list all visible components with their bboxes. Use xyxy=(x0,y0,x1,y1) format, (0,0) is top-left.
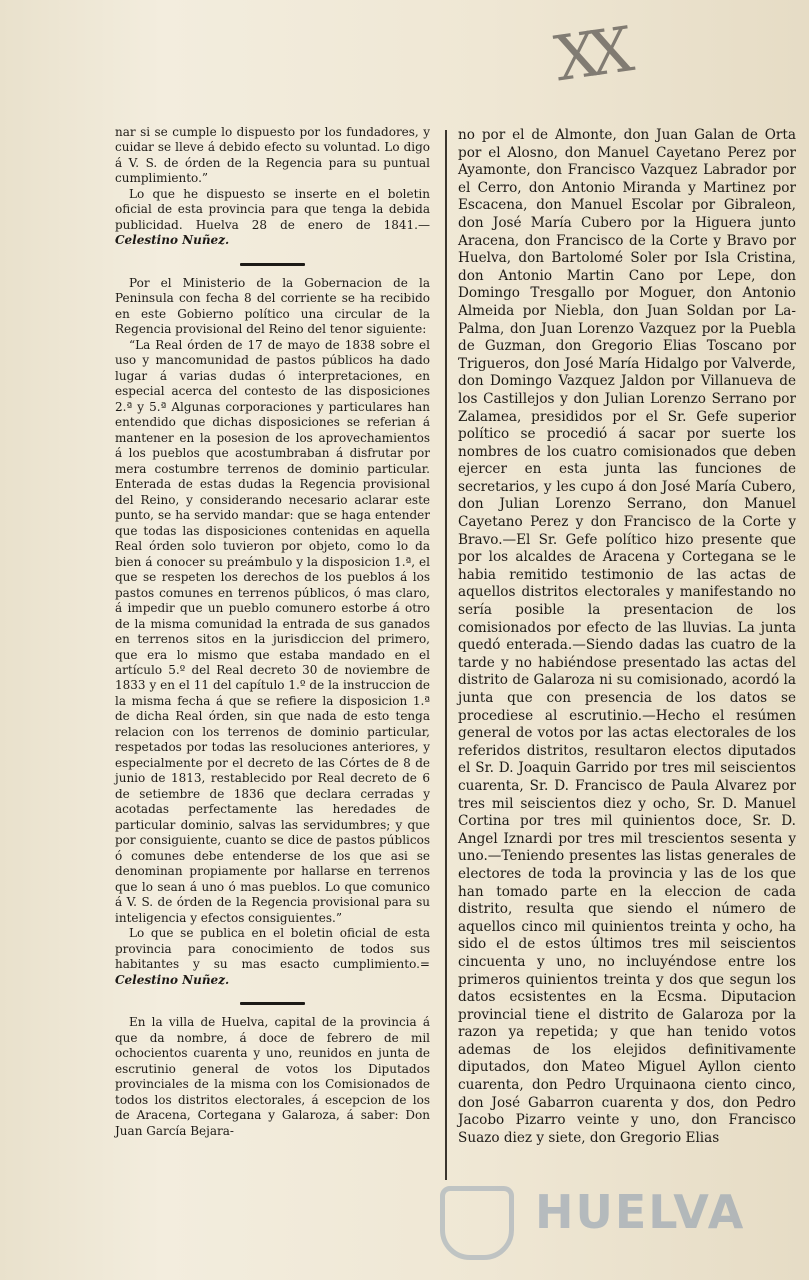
paragraph: En la villa de Huelva, capital de la provincia á que da nombre, á doce de febrero de mil ochocientos cuarenta y uno, reunidos en junta de escrutinio general de votos los Diputados provinciales de la misma con los Comisionados de todos los distritos electorales, á escepcion de los de Aracena, Cortegana y Galaroza, á saber: Don Juan García Bejara- xyxy=(115,1015,430,1138)
paragraph: “La Real órden de 17 de mayo de 1838 sobre el uso y mancomunidad de pastos públicos ha dado lugar á varias dudas ó interpretaciones, en especial acerca del contesto de las disposiciones 2.ª y 5.ª Algunas corporaciones y particulares han entendido que dichas disposiciones se referian á mantener en la posesion de los aprovechamientos á los pueblos que acostumbraban á disfrutar por mera costumbre terrenos de dominio particular. Enterada de estas dudas la Regencia provisional del Reino, y considerando necesario aclarar este punto, se ha servido mandar: que se haga entender que todas las disposiciones contenidas en aquella Real órden solo tuvieron por objeto, como lo da bien á conocer su preámbulo y la disposicion 1.ª, el que se respeten los derechos de los pueblos á los pastos comunes en terrenos públicos, ó mas claro, á impedir que un pueblo comunero estorbe á otro de la misma comunidad la entrada de sus ganados en terrenos sitos en la jurisdiccion del primero, que era lo mismo que estaba mandado en el artículo 5.º del Real decreto 30 de noviembre de 1833 y en el 11 del capítulo 1.º de la instruccion de la misma fecha á que se refiere la disposicion 1.ª de dicha Real órden, sin que nada de esto tenga relacion con los terrenos de dominio particular, respetados por todas las resoluciones anteriores, y especialmente por el decreto de las Córtes de 8 de junio de 1813, restablecido por Real decreto de 6 de setiembre de 1836 que declara cerradas y acotadas perfectamente las heredades de particular dominio, salvas las servidumbres; y que por consiguiente, cuanto se dice de pastos públicos ó comunes debe entenderse de los que asi se denominan propiamente por hallarse en terrenos que lo sean á uno ó mas pueblos. Lo que comunico á V. S. de órden de la Regencia provisional para su inteligencia y efectos consiguientes.” xyxy=(115,337,430,925)
separator-rule xyxy=(240,263,305,266)
right-column xyxy=(458,127,796,1147)
left-column xyxy=(115,125,430,1139)
signature: Celestino Nuñez. xyxy=(115,233,230,248)
signature: Celestino Nuñez. xyxy=(115,972,230,987)
paragraph-text: Lo que he dispuesto se inserte en el boletin oficial de esta provincia para que tenga la debida publicidad. Huelva 28 de enero de 1841.— xyxy=(115,186,430,232)
paragraph: no por el de Almonte, don Juan Galan de Orta por el Alosno, don Manuel Cayetano Perez por Ayamonte, don Francisco Vazquez Labrador por el Cerro, don Antonio Miranda y Martinez por Escacena, don Manuel Escolar por Gibraleon, don José María Cubero por la Higuera junto Aracena, don Francisco de la Corte y Bravo por Huelva, don Bartolomé Soler por Isla Cristina, don Antonio Martin Cano por Lepe, don Domingo Tresgallo por Moguer, don Antonio Almeida por Niebla, don Juan Soldan por La-Palma, don Juan Lorenzo Vazquez por la Puebla de Guzman, don Gregorio Elias Toscano por Trigueros, don José María Hidalgo por Valverde, don Domingo Vazquez Jaldon por Villanueva de los Castillejos y don Julian Lorenzo Serrano por Zalamea, presididos por el Sr. Gefe superior político se procedió á sacar por suerte los nombres de los cuatro comisionados que deben ejercer en esta junta las funciones de secretarios, y les cupo á don José María Cubero, don Julian Lorenzo Serrano, don Manuel Cayetano Perez y don Francisco de la Corte y Bravo.—El Sr. Gefe político hizo presente que por los alcaldes de Aracena y Cortegana se le habia remitido testimonio de las actas de aquellos distritos electorales y manifestando no sería posible la presentacion de los comisionados por efecto de las lluvias. La junta quedó enterada.—Siendo dadas las cuatro de la tarde y no habiéndose presentado las actas del distrito de Galaroza ni su comisionado, acordó la junta que con presencia de los datos se procediese al escrutinio.—Hecho el resúmen general de votos por las actas electorales de los referidos distritos, resultaron electos diputados el Sr. D. Joaquin Garrido por tres mil seiscientos cuarenta, Sr. D. Francisco de Paula Alvarez por tres mil seiscientos diez y ocho, Sr. D. Manuel Cortina por tres mil quinientos doce, Sr. D. Angel Iznardi por tres mil trescientos sesenta y uno.—Teniendo presentes las listas generales de electores de toda la provincia y las de los que han tomado parte en la eleccion de cada distrito, resulta que siendo el número de aquellos cinco mil quinientos treinta y ocho, ha sido el de estos últimos tres mil seiscientos cincuenta y uno, no incluyéndose entre los primeros quinientos treinta y dos que segun los datos ecsistentes en la Ecsma. Diputacion provincial tiene el distrito de Galaroza por la razon ya repetida; y que han tenido votos ademas de los elejidos definitivamente diputados, don Mateo Miguel Ayllon ciento cuarenta, don Pedro Urquinaona ciento cinco, don José Gabarron cuarenta y dos, don Pedro Jacobo Pizarro veinte y uno, don Francisco Suazo diez y siete, don Gregorio Elias xyxy=(458,127,796,1146)
paragraph: Por el Ministerio de la Gobernacion de la Peninsula con fecha 8 del corriente se ha recibido en este Gobierno político una circular de la Regencia provisional del Reino del tenor siguiente: xyxy=(115,275,430,337)
column-divider xyxy=(445,130,447,1180)
paragraph xyxy=(115,187,430,249)
paragraph-text: Lo que se publica en el boletin oficial de esta provincia para conocimiento de todos sus habitantes y su mas esacto cumplimiento.= xyxy=(115,926,430,972)
paragraph xyxy=(115,926,430,988)
handwritten-mark: XX xyxy=(550,13,629,96)
paragraph: nar si se cumple lo dispuesto por los fundadores, y cuidar se lleve á debido efecto su voluntad. Lo digo á V. S. de órden de la Regencia para su puntual cumplimiento.” xyxy=(115,125,430,186)
separator-rule xyxy=(240,1002,305,1005)
archive-watermark: HUELVA xyxy=(535,1185,746,1239)
archive-logo-icon xyxy=(440,1186,514,1260)
